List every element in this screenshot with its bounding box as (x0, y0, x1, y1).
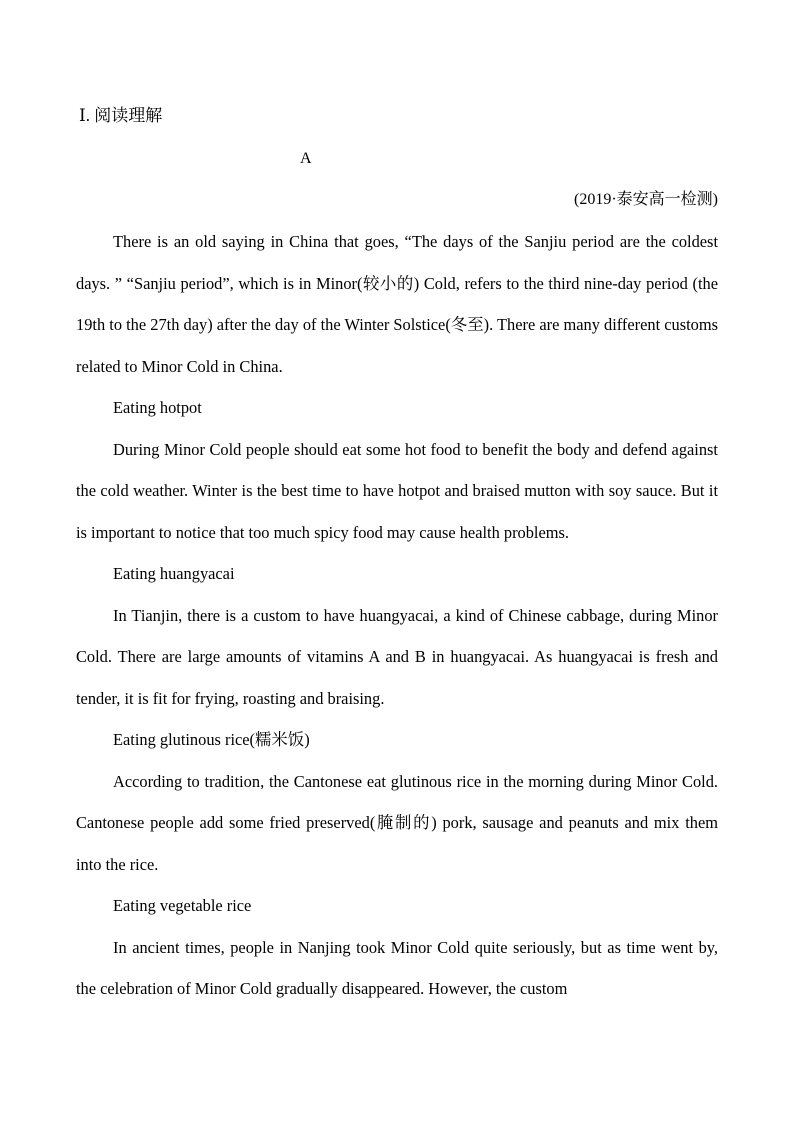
passage-letter: A (300, 150, 312, 167)
paragraph-glutinous-rice: According to tradition, the Cantonese eat glutinous rice in the morning during Minor Cold. Cantonese people add some fried preserved(腌制的) pork, sausage and peanuts and mix them into the rice. (76, 771, 718, 874)
paragraph-hotpot: During Minor Cold people should eat some hot food to benefit the body and defend against the cold weather. Winter is the best time to have hotpot and braised mutton with soy sauce. But it is important to notice that too much spicy food may cause health problems. (76, 439, 718, 542)
subheading-huangyacai: Eating huangyacai (113, 564, 235, 583)
paragraph-vegetable-rice: In ancient times, people in Nanjing took Minor Cold quite seriously, but as time went by, the celebration of Minor Cold gradually disappeared. However, the custom (76, 937, 718, 998)
subheading-vegetable-rice: Eating vegetable rice (113, 896, 252, 915)
paragraph-huangyacai: In Tianjin, there is a custom to have huangyacai, a kind of Chinese cabbage, during Minor Cold. There are large amounts of vitamins A and B in huangyacai. As huangyacai is fresh and tender, it is fit for frying, roasting and braising. (76, 605, 718, 708)
passage-body (76, 221, 718, 1010)
source-citation: (2019·泰安高一检测) (574, 191, 718, 208)
subheading-glutinous-rice: Eating glutinous rice(糯米饭) (113, 730, 310, 749)
paragraph-intro: There is an old saying in China that goes, “The days of the Sanjiu period are the coldest days. ” “Sanjiu period”, which is in Minor(较小的) Cold, refers to the third nine-day period (the 19th to the 27th day) after the day of the Winter Solstice(冬至). There are many different customs related to Minor Cold in China. (76, 232, 718, 376)
subheading-hotpot: Eating hotpot (113, 398, 202, 417)
section-heading: Ⅰ. 阅读理解 (79, 106, 163, 125)
